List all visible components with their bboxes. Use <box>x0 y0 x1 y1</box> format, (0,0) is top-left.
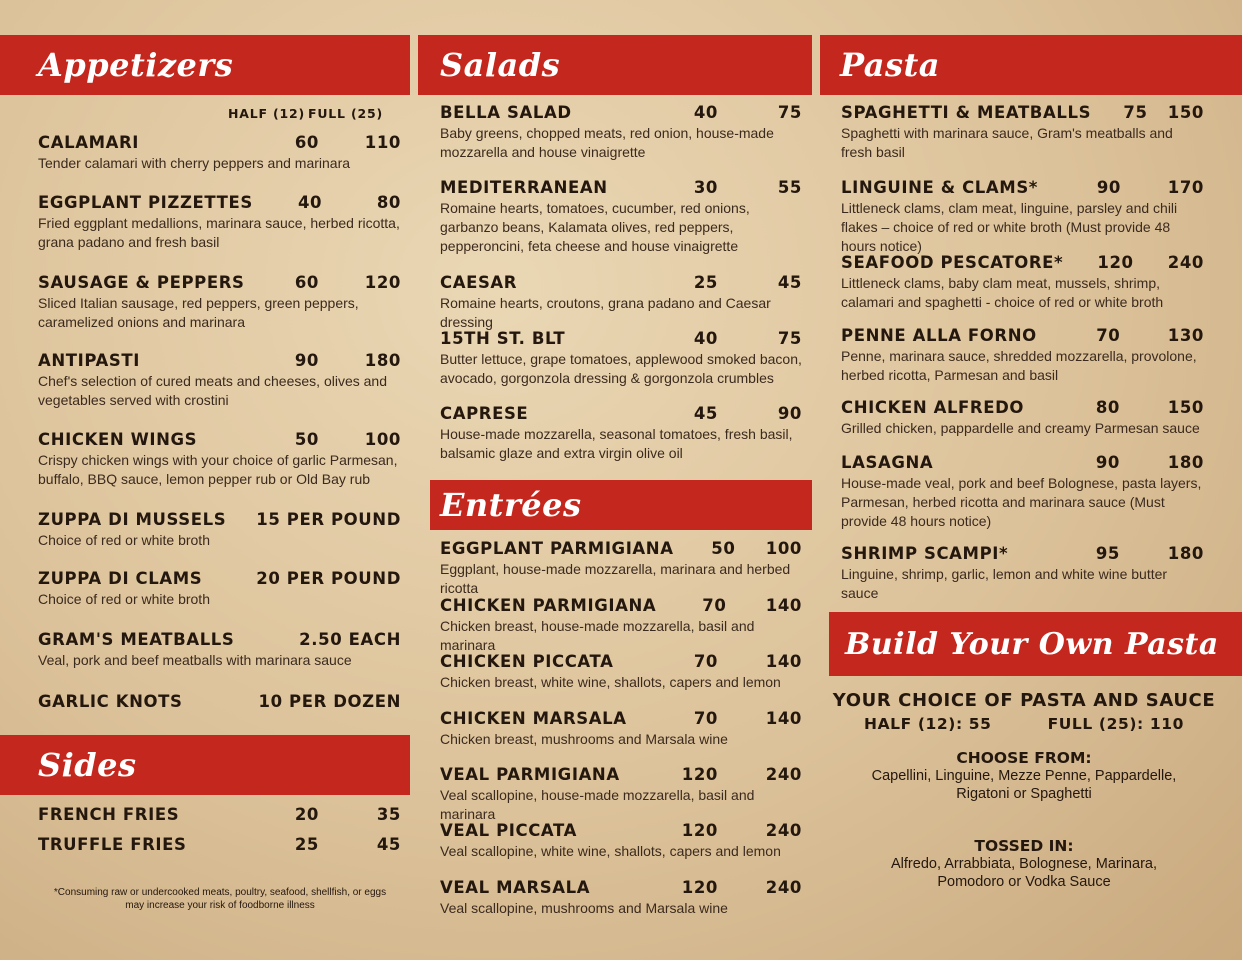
menu-item-price-half: 90 <box>1096 178 1122 197</box>
menu-item-name: TRUFFLE FRIES <box>38 835 187 854</box>
menu-item-name: LINGUINE & CLAMS* <box>841 178 1039 197</box>
menu-item <box>440 329 802 388</box>
menu-item-price-half: 25 <box>294 835 319 854</box>
menu-item-description: Littleneck clams, clam meat, linguine, parsley and chili flakes – choice of red or white broth (Must provide 48 hours notice) <box>841 200 1178 254</box>
menu-item-row <box>38 835 401 854</box>
build-pasta-info <box>829 690 1219 891</box>
menu-item <box>440 404 802 463</box>
menu-item-price-full: 75 <box>777 103 802 122</box>
sides-banner <box>0 735 410 795</box>
appetizers-half-header: HALF (12) <box>228 106 306 121</box>
menu-item-row <box>38 193 401 212</box>
menu-item-row <box>440 709 802 728</box>
menu-item-price-full: 35 <box>376 805 401 824</box>
menu-item <box>38 133 401 173</box>
disclaimer <box>30 886 410 912</box>
menu-item-name: EGGPLANT PIZZETTES <box>38 193 253 212</box>
menu-item-price-half: 40 <box>297 193 323 212</box>
menu-item-name: VEAL MARSALA <box>440 878 591 897</box>
menu-item-name: CAESAR <box>440 273 518 292</box>
menu-item-price-full: 15 PER POUND <box>256 510 401 529</box>
menu-item <box>841 544 1204 603</box>
menu-item-price-full: 130 <box>1167 326 1204 345</box>
menu-item <box>440 821 802 861</box>
menu-item-row <box>38 351 401 370</box>
menu-item-price-half: 30 <box>693 178 718 197</box>
tossed-label: TOSSED IN: <box>974 837 1074 855</box>
menu-item-price-half: 70 <box>1096 326 1121 345</box>
menu-item-name: FRENCH FRIES <box>38 805 180 824</box>
menu-item-row <box>38 692 401 711</box>
menu-item <box>38 351 401 410</box>
menu-item-description: Sliced Italian sausage, red peppers, green peppers, caramelized onions and marinara <box>38 295 359 330</box>
menu-item-name: ANTIPASTI <box>38 351 140 370</box>
menu-item-row <box>38 805 401 824</box>
menu-item-name: GRAM'S MEATBALLS <box>38 630 235 649</box>
menu-item-price-full: 55 <box>777 178 802 197</box>
menu-item <box>38 692 401 711</box>
menu-item-price-full: 140 <box>765 709 802 728</box>
menu-item-description: Veal scallopine, white wine, shallots, capers and lemon <box>440 843 781 859</box>
menu-item-price-half: 75 <box>1123 103 1148 122</box>
menu-item-price-full: 170 <box>1167 178 1204 197</box>
appetizers-banner <box>0 35 410 95</box>
menu-item-description: Penne, marinara sauce, shredded mozzarella, provolone, herbed ricotta, Parmesan and basil <box>841 348 1197 383</box>
build-prices <box>829 715 1219 733</box>
menu-item-row <box>440 103 802 122</box>
menu-item-row <box>38 510 401 529</box>
menu-item <box>440 596 802 655</box>
menu-item-description: Veal, pork and beef meatballs with marinara sauce <box>38 652 352 668</box>
menu-item-name: VEAL PARMIGIANA <box>440 765 620 784</box>
menu-item-price-full: 240 <box>1167 253 1204 272</box>
pasta-title: Pasta <box>840 46 940 84</box>
menu-item-name: EGGPLANT PARMIGIANA <box>440 539 674 558</box>
menu-item-description: Littleneck clams, baby clam meat, mussels, shrimp, calamari and spaghetti - choice of red or white broth <box>841 275 1164 310</box>
menu-item-price-half: 50 <box>294 430 319 449</box>
menu-item-description: Tender calamari with cherry peppers and marinara <box>38 155 351 171</box>
menu-item-row <box>440 652 802 671</box>
menu-item-description: Eggplant, house-made mozzarella, marinara and herbed ricotta <box>440 561 791 596</box>
menu-item-description: Fried eggplant medallions, marinara sauce, herbed ricotta, grana padano and fresh basil <box>38 215 400 250</box>
menu-item-price-half: 70 <box>702 596 727 615</box>
menu-item-price-half: 80 <box>1095 398 1120 417</box>
menu-item <box>440 178 802 256</box>
menu-item-price-full: 110 <box>364 133 401 152</box>
menu-item-name: CAPRESE <box>440 404 529 423</box>
menu-item-row <box>841 398 1204 417</box>
menu-item-name: MEDITERRANEAN <box>440 178 608 197</box>
menu-item-name: LASAGNA <box>841 453 934 472</box>
menu-item-row <box>440 273 802 292</box>
menu-item-row <box>440 178 802 197</box>
menu-item-price-full: 100 <box>765 539 802 558</box>
menu-item-description: Veal scallopine, mushrooms and Marsala wine <box>440 900 728 916</box>
menu-item-name: SHRIMP SCAMPI* <box>841 544 1009 563</box>
choose-line-1: Capellini, Linguine, Mezze Penne, Pappardelle, <box>871 768 1177 784</box>
menu-item-name: CHICKEN MARSALA <box>440 709 627 728</box>
menu-item-price-half: 70 <box>693 709 718 728</box>
menu-item-price-half: 60 <box>294 133 319 152</box>
menu-item-price-full: 180 <box>1167 544 1204 563</box>
menu-item <box>440 652 802 692</box>
menu-item-row <box>440 878 802 897</box>
menu-item-row <box>440 329 802 348</box>
menu-item <box>440 103 802 162</box>
menu-item <box>841 253 1204 312</box>
menu-item-price-full: 45 <box>777 273 802 292</box>
menu-item <box>841 398 1204 438</box>
menu-item <box>38 510 401 550</box>
menu-item-price-full: 150 <box>1167 398 1204 417</box>
menu-item-price-half: 40 <box>693 329 718 348</box>
menu-item-row <box>440 765 802 784</box>
choose-line-2: Rigatoni or Spaghetti <box>956 786 1092 802</box>
build-full-price: FULL (25): 110 <box>1047 715 1184 733</box>
menu-item <box>440 539 802 598</box>
menu-item <box>841 178 1204 256</box>
menu-item-price-full: 2.50 EACH <box>299 630 401 649</box>
menu-item-description: Spaghetti with marinara sauce, Gram's meatballs and fresh basil <box>841 125 1173 160</box>
menu-item-price-full: 240 <box>765 821 802 840</box>
menu-item <box>38 630 401 670</box>
menu-item <box>841 326 1204 385</box>
menu-item-price-half: 40 <box>693 103 718 122</box>
menu-item-name: ZUPPA DI MUSSELS <box>38 510 227 529</box>
menu-item-price-full: 45 <box>376 835 401 854</box>
menu-item-row <box>440 596 802 615</box>
menu-item-price-full: 120 <box>364 273 401 292</box>
menu-item-price-half: 90 <box>294 351 319 370</box>
menu-item <box>841 453 1204 531</box>
menu-item-row <box>38 630 401 649</box>
menu-item-row <box>38 133 401 152</box>
menu-item-price-half: 60 <box>294 273 319 292</box>
menu-item <box>440 273 802 332</box>
menu-item-name: 15TH ST. BLT <box>440 329 566 348</box>
menu-item-row <box>38 569 401 588</box>
menu-item-price-full: 180 <box>1167 453 1204 472</box>
menu-item-row <box>38 273 401 292</box>
menu-item <box>38 805 401 824</box>
build-title: Build Your Own Pasta <box>845 626 1219 662</box>
menu-item-name: ZUPPA DI CLAMS <box>38 569 203 588</box>
disclaimer-line-2: may increase your risk of foodborne illness <box>125 900 315 911</box>
build-half-price: HALF (12): 55 <box>864 715 992 733</box>
menu-item-price-full: 80 <box>376 193 401 212</box>
menu-item-description: Grilled chicken, pappardelle and creamy Parmesan sauce <box>841 420 1200 436</box>
menu-item <box>38 273 401 332</box>
menu-item-price-full: 10 PER DOZEN <box>258 692 401 711</box>
menu-item-description: Chef's selection of cured meats and cheeses, olives and vegetables served with crostini <box>38 373 387 408</box>
salads-title: Salads <box>440 46 561 84</box>
menu-item-price-full: 90 <box>777 404 802 423</box>
menu-item-price-full: 140 <box>765 652 802 671</box>
build-banner <box>829 612 1242 676</box>
menu-item-name: CHICKEN PICCATA <box>440 652 614 671</box>
menu-item <box>440 878 802 918</box>
menu-item-description: Chicken breast, white wine, shallots, capers and lemon <box>440 674 781 690</box>
menu-item <box>841 103 1204 162</box>
menu-item-description: Chicken breast, mushrooms and Marsala wine <box>440 731 728 747</box>
menu-item-price-half: 45 <box>693 404 718 423</box>
pasta-banner <box>820 35 1242 95</box>
menu-item-price-half: 120 <box>681 765 718 784</box>
menu-item-name: SAUSAGE & PEPPERS <box>38 273 245 292</box>
menu-item-name: VEAL PICCATA <box>440 821 577 840</box>
menu-item-description: Butter lettuce, grape tomatoes, applewood smoked bacon, avocado, gorgonzola dressing & gorgonzola crumbles <box>440 351 802 386</box>
tossed-line-1: Alfredo, Arrabbiata, Bolognese, Marinara, <box>891 856 1157 872</box>
menu-item <box>440 709 802 749</box>
menu-item-price-full: 75 <box>777 329 802 348</box>
menu-item-price-full: 240 <box>765 878 802 897</box>
menu-item-description: Choice of red or white broth <box>38 591 210 607</box>
menu-item-description: Baby greens, chopped meats, red onion, house-made mozzarella and house vinaigrette <box>440 125 774 160</box>
appetizers-full-header: FULL (25) <box>308 106 383 121</box>
menu-item-row <box>841 453 1204 472</box>
menu-item-description: Linguine, shrimp, garlic, lemon and white wine butter sauce <box>841 566 1168 601</box>
menu-item-row <box>841 103 1204 122</box>
sides-title: Sides <box>38 746 137 784</box>
menu-item-description: Chicken breast, house-made mozzarella, basil and marinara <box>440 618 755 653</box>
menu-item-name: GARLIC KNOTS <box>38 692 183 711</box>
menu-item-name: SPAGHETTI & MEATBALLS <box>841 103 1092 122</box>
menu-item-description: Choice of red or white broth <box>38 532 210 548</box>
menu-item-price-full: 100 <box>364 430 401 449</box>
menu-item-row <box>440 404 802 423</box>
menu-item-price-half: 20 <box>294 805 319 824</box>
menu-item-price-half: 120 <box>681 821 718 840</box>
tossed-line-2: Pomodoro or Vodka Sauce <box>937 874 1111 890</box>
choose-label: CHOOSE FROM: <box>956 749 1092 767</box>
menu-item-price-full: 20 PER POUND <box>256 569 401 588</box>
menu-item-price-full: 240 <box>765 765 802 784</box>
menu-item-row <box>841 544 1204 563</box>
menu-item-price-half: 25 <box>693 273 718 292</box>
menu-item-price-half: 90 <box>1095 453 1120 472</box>
menu-item-description: House-made mozzarella, seasonal tomatoes, fresh basil, balsamic glaze and extra virgin olive oil <box>440 426 793 461</box>
menu-item-name: CHICKEN WINGS <box>38 430 198 449</box>
menu-item <box>38 193 401 252</box>
menu-item <box>440 765 802 824</box>
menu-item-row <box>841 253 1204 272</box>
menu-item <box>38 569 401 609</box>
menu-item-description: Romaine hearts, croutons, grana padano and Caesar dressing <box>440 295 771 330</box>
menu-item-row <box>440 821 802 840</box>
menu-item-description: Crispy chicken wings with your choice of garlic Parmesan, buffalo, BBQ sauce, lemon pepper rub or Old Bay rub <box>38 452 398 487</box>
menu-item-description: Veal scallopine, house-made mozzarella, basil and marinara <box>440 787 755 822</box>
menu-item-row <box>841 326 1204 345</box>
entrees-banner <box>430 480 812 530</box>
menu-item <box>38 835 401 854</box>
menu-item-row <box>841 178 1204 197</box>
menu-item <box>38 430 401 489</box>
menu-item-price-full: 150 <box>1167 103 1204 122</box>
menu-item-description: Romaine hearts, tomatoes, cucumber, red onions, garbanzo beans, Kalamata olives, red peppers, pepperoncini, feta cheese and house vinaigrette <box>440 200 750 254</box>
menu-item-name: CHICKEN ALFREDO <box>841 398 1025 417</box>
menu-item-price-half: 70 <box>693 652 718 671</box>
menu-item-description: House-made veal, pork and beef Bolognese, pasta layers, Parmesan, herbed ricotta and marinara sauce (Must provide 48 hours notice) <box>841 475 1202 529</box>
menu-item-row <box>38 430 401 449</box>
menu-item-price-half: 120 <box>681 878 718 897</box>
salads-banner <box>418 35 812 95</box>
menu-item-price-half: 120 <box>1097 253 1134 272</box>
menu-item-price-full: 180 <box>364 351 401 370</box>
menu-item-price-half: 50 <box>711 539 736 558</box>
menu-item-name: CALAMARI <box>38 133 139 152</box>
menu-item-row <box>440 539 802 558</box>
menu-item-name: CHICKEN PARMIGIANA <box>440 596 657 615</box>
menu-item-price-half: 95 <box>1095 544 1120 563</box>
menu-item-price-full: 140 <box>765 596 802 615</box>
entrees-title: Entrées <box>440 486 582 524</box>
menu-item-name: SEAFOOD PESCATORE* <box>841 253 1064 272</box>
appetizers-title: Appetizers <box>38 46 234 84</box>
menu-item-name: PENNE ALLA FORNO <box>841 326 1037 345</box>
build-headline: YOUR CHOICE OF PASTA AND SAUCE <box>832 690 1216 711</box>
menu-item-name: BELLA SALAD <box>440 103 572 122</box>
disclaimer-line-1: *Consuming raw or undercooked meats, poultry, seafood, shellfish, or eggs <box>53 887 387 898</box>
